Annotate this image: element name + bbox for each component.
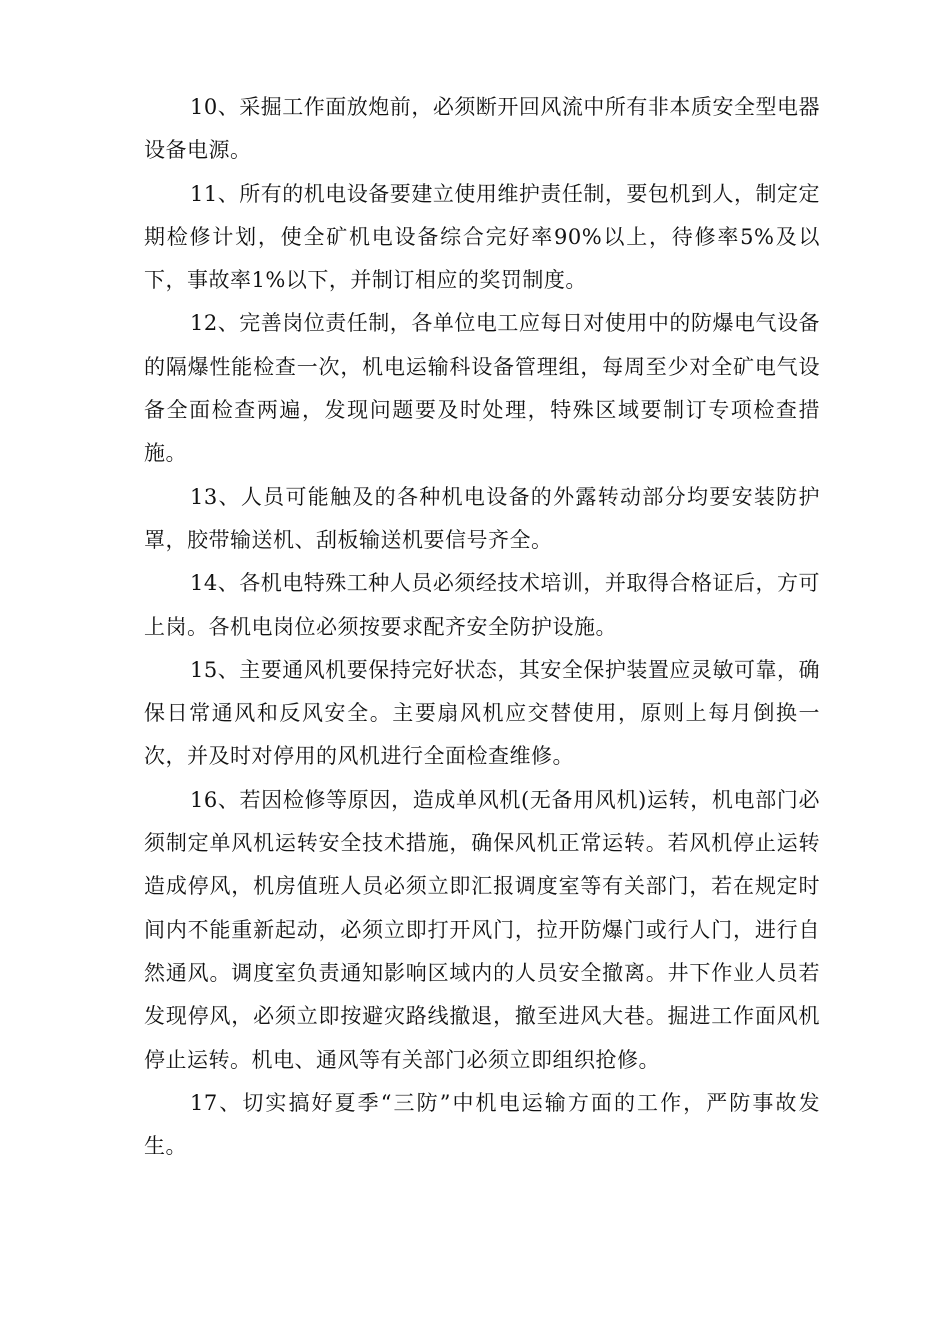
paragraph-item-10: 10、采掘工作面放炮前，必须断开回风流中所有非本质安全型电器设备电源。	[144, 95, 820, 163]
paragraph-item-13: 13、人员可能触及的各种机电设备的外露转动部分均要安装防护罩，胶带输送机、刮板输送机要信号齐全。	[144, 484, 820, 552]
paragraph-item-15: 15、主要通风机要保持完好状态，其安全保护装置应灵敏可靠，确保日常通风和反风安全。主要扇风机应交替使用，原则上每月倒换一次，并及时对停用的风机进行全面检查维修。	[144, 657, 820, 769]
paragraph-item-14: 14、各机电特殊工种人员必须经技术培训，并取得合格证后，方可上岗。各机电岗位必须按要求配齐安全防护设施。	[144, 571, 820, 639]
paragraph-item-16: 16、若因检修等原因，造成单风机(无备用风机)运转，机电部门必须制定单风机运转安全技术措施，确保风机正常运转。若风机停止运转造成停风，机房值班人员必须立即汇报调度室等有关部门，若在规定时间内不能重新起动，必须立即打开风门，拉开防爆门或行人门，进行自然通风。调度室负责通知影响区域内的人员安全撤离。井下作业人员若发现停风，必须立即按避灾路线撤退，撤至进风大巷。掘进工作面风机停止运转。机电、通风等有关部门必须立即组织抢修。	[144, 787, 820, 1072]
paragraph-item-12: 12、完善岗位责任制，各单位电工应每日对使用中的防爆电气设备的隔爆性能检查一次，机电运输科设备管理组，每周至少对全矿电气设备全面检查两遍，发现问题要及时处理，特殊区域要制订专项检查措施。	[144, 311, 820, 466]
paragraph-item-17: 17、切实搞好夏季“三防”中机电运输方面的工作，严防事故发生。	[144, 1090, 820, 1159]
paragraph-item-11: 11、所有的机电设备要建立使用维护责任制，要包机到人，制定定期检修计划，使全矿机电设备综合完好率90%以上，待修率5%及以下，事故率1%以下，并制订相应的奖罚制度。	[144, 181, 820, 293]
document-body	[144, 86, 820, 1168]
